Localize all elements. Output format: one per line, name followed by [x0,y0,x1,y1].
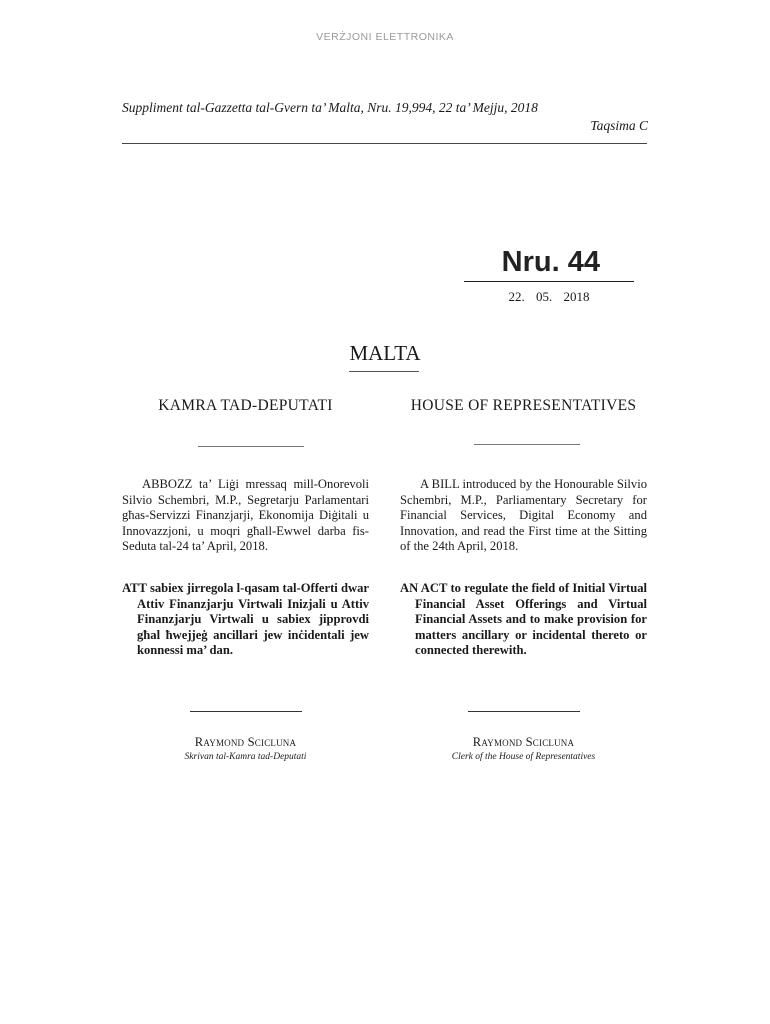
header-divider [122,143,647,144]
act-title-english: AN ACT to regulate the field of Initial Virtual Financial Asset Offerings and Virtual Financial Assets and to make provision for matters ancillary or incidental thereto or connected therewith. [400,581,647,657]
signatory-role-english: Clerk of the House of Representatives [451,752,596,762]
bill-date: 22. 05. 2018 [508,289,590,304]
gazette-section: Taqsima C [590,118,648,133]
country-heading: MALTA [349,341,421,365]
country-divider [349,371,419,372]
bill-intro-maltese: ABBOZZ ta’ Liġi mressaq mill-Onorevoli Silvio Schembri, M.P., Segretarju Parlamentari għas-Servizzi Finanzjarji, Ekonomija Diġitali u Innovazzjoni, u moqri għall-Ewwel darba fis-Seduta tal-24 ta’ April, 2018. [122,477,369,553]
chamber-english: HOUSE OF REPRESENTATIVES [410,397,637,414]
signatory-name-english: Raymond Scicluna [472,735,575,749]
chamber-divider-english [474,444,580,445]
bill-number-divider [464,281,634,282]
gazette-reference: Suppliment tal-Gazzetta tal-Gvern ta’ Malta, Nru. 19,994, 22 ta’ Mejju, 2018 [122,100,538,115]
bill-number: Nru. 44 [501,246,600,278]
chamber-divider-maltese [198,446,304,447]
signatory-role-maltese: Skrivan tal-Kamra tad-Deputati [184,752,307,762]
signature-line-english [468,711,580,712]
signatory-name-maltese: Raymond Scicluna [194,735,297,749]
bill-intro-english: A BILL introduced by the Honourable Silvio Schembri, M.P., Parliamentary Secretary for Financial Services, Digital Economy and Innovation, and read the First time at the Sitting of the 24th April, 2018. [400,477,647,553]
chamber-maltese: KAMRA TAD-DEPUTATI [158,397,333,414]
act-title-maltese: ATT sabiex jirregola l-qasam tal-Offerti dwar Attiv Finanzjarju Virtwali Inizjali u Attiv Finanzjarju Virtwali u sabiex jipprovdi għal ħwejjeġ ancillari jew inċidentali jew konnessi ma’ dan. [122,581,369,657]
watermark: VERŻJONI ELETTRONIKA [316,31,454,43]
signature-line-maltese [190,711,302,712]
